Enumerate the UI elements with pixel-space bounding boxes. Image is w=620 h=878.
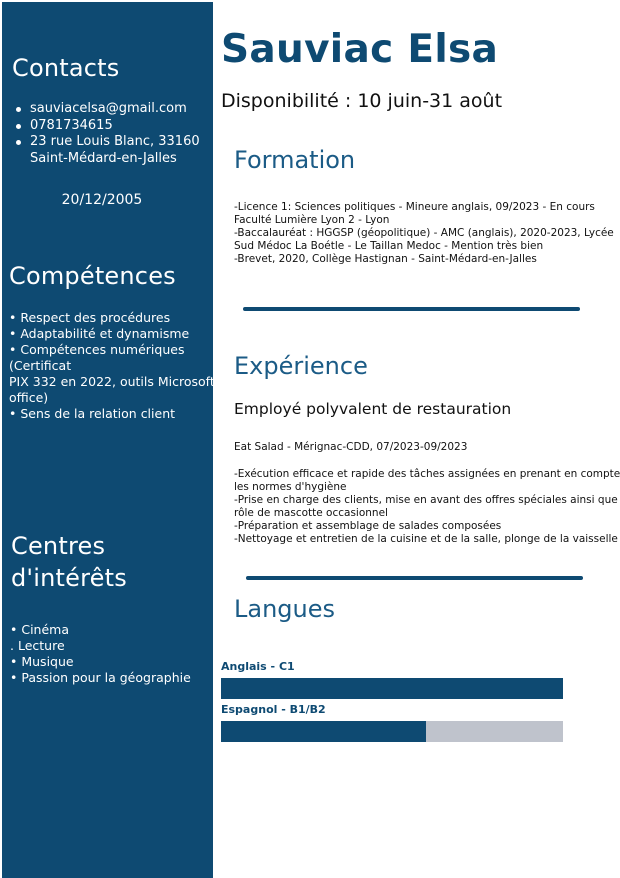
availability: Disponibilité : 10 juin-31 août xyxy=(221,90,503,112)
formation-line: -Baccalauréat : HGGSP (géopolitique) - AMC (anglais), 2020-2023, Lycée xyxy=(234,227,614,239)
language-bar-english xyxy=(221,678,563,699)
language-label-english: Anglais - C1 xyxy=(221,660,295,673)
task-line: -Prise en charge des clients, mise en avant des offres spéciales ainsi que xyxy=(234,494,618,506)
task-line: -Préparation et assemblage de salades composées xyxy=(234,520,502,532)
experience-tasks xyxy=(234,468,620,546)
experience-heading: Expérience xyxy=(234,352,368,380)
skill-line: PIX 332 en 2022, outils Microsoft xyxy=(9,374,215,389)
skill-line: • Adaptabilité et dynamisme xyxy=(9,326,190,341)
skill-line: • Sens de la relation client xyxy=(9,406,176,421)
employer: Eat Salad - Mérignac-CDD, 07/2023-09/2023 xyxy=(234,441,468,453)
section-divider xyxy=(246,576,583,580)
section-divider xyxy=(243,307,580,311)
skill-line: • Respect des procédures xyxy=(9,310,171,325)
task-line: rôle de mascotte occasionnel xyxy=(234,507,388,519)
contacts-heading: Contacts xyxy=(12,54,120,82)
skill-line: • Compétences numériques xyxy=(9,342,185,357)
skills-list xyxy=(9,310,215,422)
interests-list xyxy=(10,622,191,686)
skill-line: (Certificat xyxy=(9,358,72,373)
interests-heading: Centres d'intérêts xyxy=(11,532,127,592)
task-line: -Exécution efficace et rapide des tâches assignées en prenant en compte xyxy=(234,468,620,480)
language-bar-fill-spanish xyxy=(221,721,426,742)
formation-heading: Formation xyxy=(234,146,356,174)
sidebar xyxy=(2,2,213,878)
language-bar-fill-english xyxy=(221,678,563,699)
formation-line: -Brevet, 2020, Collège Hastignan - Saint-Médard-en-Jalles xyxy=(234,253,537,265)
skill-line: office) xyxy=(9,390,49,405)
language-label-spanish: Espagnol - B1/B2 xyxy=(221,703,326,716)
formation-list xyxy=(234,201,614,266)
birthdate: 20/12/2005 xyxy=(61,192,143,208)
formation-line: Faculté Lumière Lyon 2 - Lyon xyxy=(234,214,390,226)
contact-phone[interactable]: 0781734615 xyxy=(12,118,212,135)
interest-item: • Cinéma xyxy=(10,622,69,637)
contact-email[interactable]: sauviacelsa@gmail.com xyxy=(12,101,212,118)
contacts-list xyxy=(12,101,212,167)
interest-item: . Lecture xyxy=(10,638,65,653)
job-title: Employé polyvalent de restauration xyxy=(234,400,512,418)
person-name: Sauviac Elsa xyxy=(221,27,499,72)
languages-heading: Langues xyxy=(234,595,336,623)
formation-line: -Licence 1: Sciences politiques - Mineure anglais, 09/2023 - En cours xyxy=(234,201,595,213)
interest-item: • Musique xyxy=(10,654,74,669)
task-line: les normes d'hygiène xyxy=(234,481,347,493)
formation-line: Sud Médoc La Boétle - Le Taillan Medoc - Mention très bien xyxy=(234,240,544,252)
language-bar-spanish xyxy=(221,721,563,742)
skills-heading: Compétences xyxy=(9,262,176,290)
interest-item: • Passion pour la géographie xyxy=(10,670,191,685)
contact-address: 23 rue Louis Blanc, 33160 Saint-Médard-en-Jalles xyxy=(12,134,212,167)
task-line: -Nettoyage et entretien de la cuisine et de la salle, plonge de la vaisselle xyxy=(234,533,618,545)
